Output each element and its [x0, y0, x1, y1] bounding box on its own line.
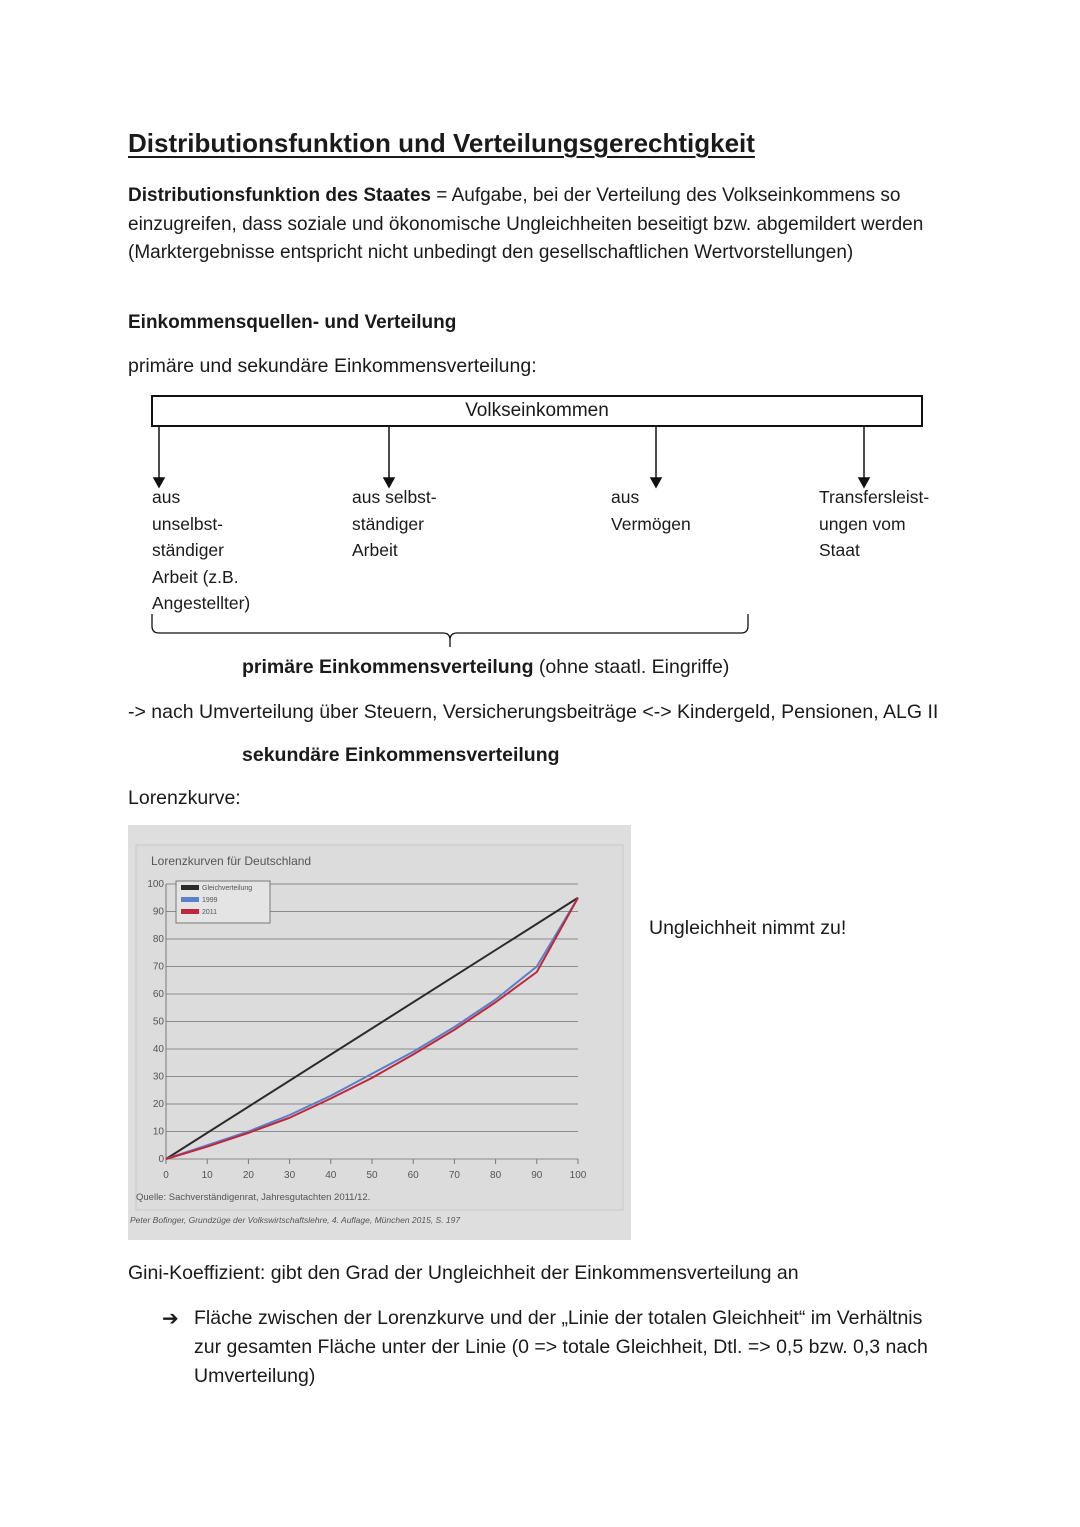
chart-comment: Ungleichheit nimmt zu! [649, 917, 847, 939]
x-tick-label: 60 [407, 1170, 419, 1181]
lorenz-label: Lorenzkurve: [128, 787, 241, 809]
lorenz-chart-photo [128, 825, 631, 1240]
branch-selbststaendig [352, 484, 437, 564]
branch-vermoegen [611, 484, 691, 537]
page-title: Distributionsfunktion und Verteilungsgerechtigkeit [128, 128, 755, 158]
branch-transfer [819, 484, 929, 564]
gini-explanation: Fläche zwischen der Lorenzkurve und der „Linie der totalen Gleichheit“ im Verhältnis zur gesamten Fläche unter der Linie (0 => totale Gleichheit, Dtl. => 0,5 bzw. 0,3 nach Umverteilung) [194, 1307, 928, 1387]
branch-1-line-2: unselbst- [152, 513, 224, 534]
branch-3-line-1: aus [611, 487, 640, 507]
x-tick-label: 40 [325, 1170, 337, 1181]
primary-distribution [242, 656, 729, 679]
x-tick-label: 30 [284, 1170, 296, 1181]
diagram-subheading: primäre und sekundäre Einkommensverteilung: [128, 355, 537, 377]
definition-text: = Aufgabe, bei der Verteilung des Volkseinkommens so einzugreifen, dass soziale und ökonomische Ungleichheiten beseitigt bzw. abgemildert werden (Marktergebnisse entspricht nicht unbedingt den gesellschaftlichen Wertvorstellungen) [128, 185, 924, 263]
branch-1-line-5: Angestellter) [152, 593, 251, 613]
section-heading: Einkommensquellen- und Verteilung [128, 312, 457, 333]
y-tick-label: 10 [152, 1126, 164, 1138]
x-tick-label: 90 [531, 1170, 543, 1181]
branch-1-line-4: Arbeit (z.B. [152, 566, 239, 587]
branch-2-line-3: Arbeit [352, 540, 398, 560]
legend-swatch [181, 909, 199, 914]
x-tick-label: 10 [201, 1170, 213, 1181]
y-tick-label: 40 [152, 1044, 164, 1055]
legend-label: Gleichverteilung [202, 885, 253, 892]
y-tick-label: 70 [152, 961, 164, 973]
branch-1-line-3: ständiger [152, 540, 224, 560]
y-tick-label: 50 [152, 1016, 164, 1028]
primary-distribution-rest: (ohne staatl. Eingriffe) [533, 656, 730, 678]
chart-title: Lorenzkurven für Deutschland [151, 854, 312, 868]
curly-brace [152, 614, 748, 647]
x-tick-label: 100 [569, 1170, 587, 1181]
branch-4-line-3: Staat [819, 540, 860, 560]
branch-1-line-1: aus [152, 487, 181, 507]
branch-2-line-2: ständiger [352, 513, 424, 534]
branch-3-line-2: Vermögen [611, 513, 691, 534]
x-tick-label: 20 [242, 1170, 254, 1181]
chart-source: Quelle: Sachverständigenrat, Jahresgutachten 2011/12. [136, 1192, 371, 1203]
chart-legend [176, 881, 270, 923]
root-label: Volkseinkommen [465, 400, 609, 421]
x-tick-label: 80 [490, 1170, 502, 1181]
primary-distribution-bold: primäre Einkommensverteilung [242, 656, 534, 678]
x-tick-label: 50 [366, 1170, 378, 1181]
y-tick-label: 30 [152, 1071, 164, 1083]
y-tick-label: 60 [152, 989, 164, 1000]
chart-citation: Peter Bofinger, Grundzüge der Volkswirtschaftslehre, 4. Auflage, München 2015, S. 197 [130, 1215, 461, 1225]
definition-term: Distributionsfunktion des Staates [128, 185, 431, 206]
legend-label: 1999 [202, 897, 218, 904]
branch-4-line-2: ungen vom [819, 513, 906, 534]
y-tick-label: 80 [152, 934, 164, 945]
x-tick-label: 0 [163, 1170, 169, 1181]
y-tick-label: 0 [158, 1154, 164, 1165]
y-tick-label: 100 [147, 879, 164, 890]
gini-definition: Gini-Koeffizient: gibt den Grad der Ungleichheit der Einkommensverteilung an [128, 1262, 799, 1284]
legend-label: 2011 [202, 909, 218, 916]
branch-unselbststaendig [152, 484, 250, 617]
arrow-bullet-icon: ➔ [162, 1308, 179, 1330]
secondary-distribution: sekundäre Einkommensverteilung [242, 744, 560, 766]
lorenz-chart [128, 825, 631, 1240]
x-tick-label: 70 [448, 1170, 460, 1181]
legend-swatch [181, 885, 199, 890]
legend-swatch [181, 897, 199, 902]
branch-2-line-1: aus selbst- [352, 487, 437, 507]
redistribution-text: -> nach Umverteilung über Steuern, Versicherungsbeiträge <-> Kindergeld, Pensionen, ALG II [128, 701, 939, 723]
y-tick-label: 90 [152, 906, 164, 918]
y-tick-label: 20 [152, 1099, 164, 1110]
branch-4-line-1: Transfersleist- [819, 487, 930, 507]
